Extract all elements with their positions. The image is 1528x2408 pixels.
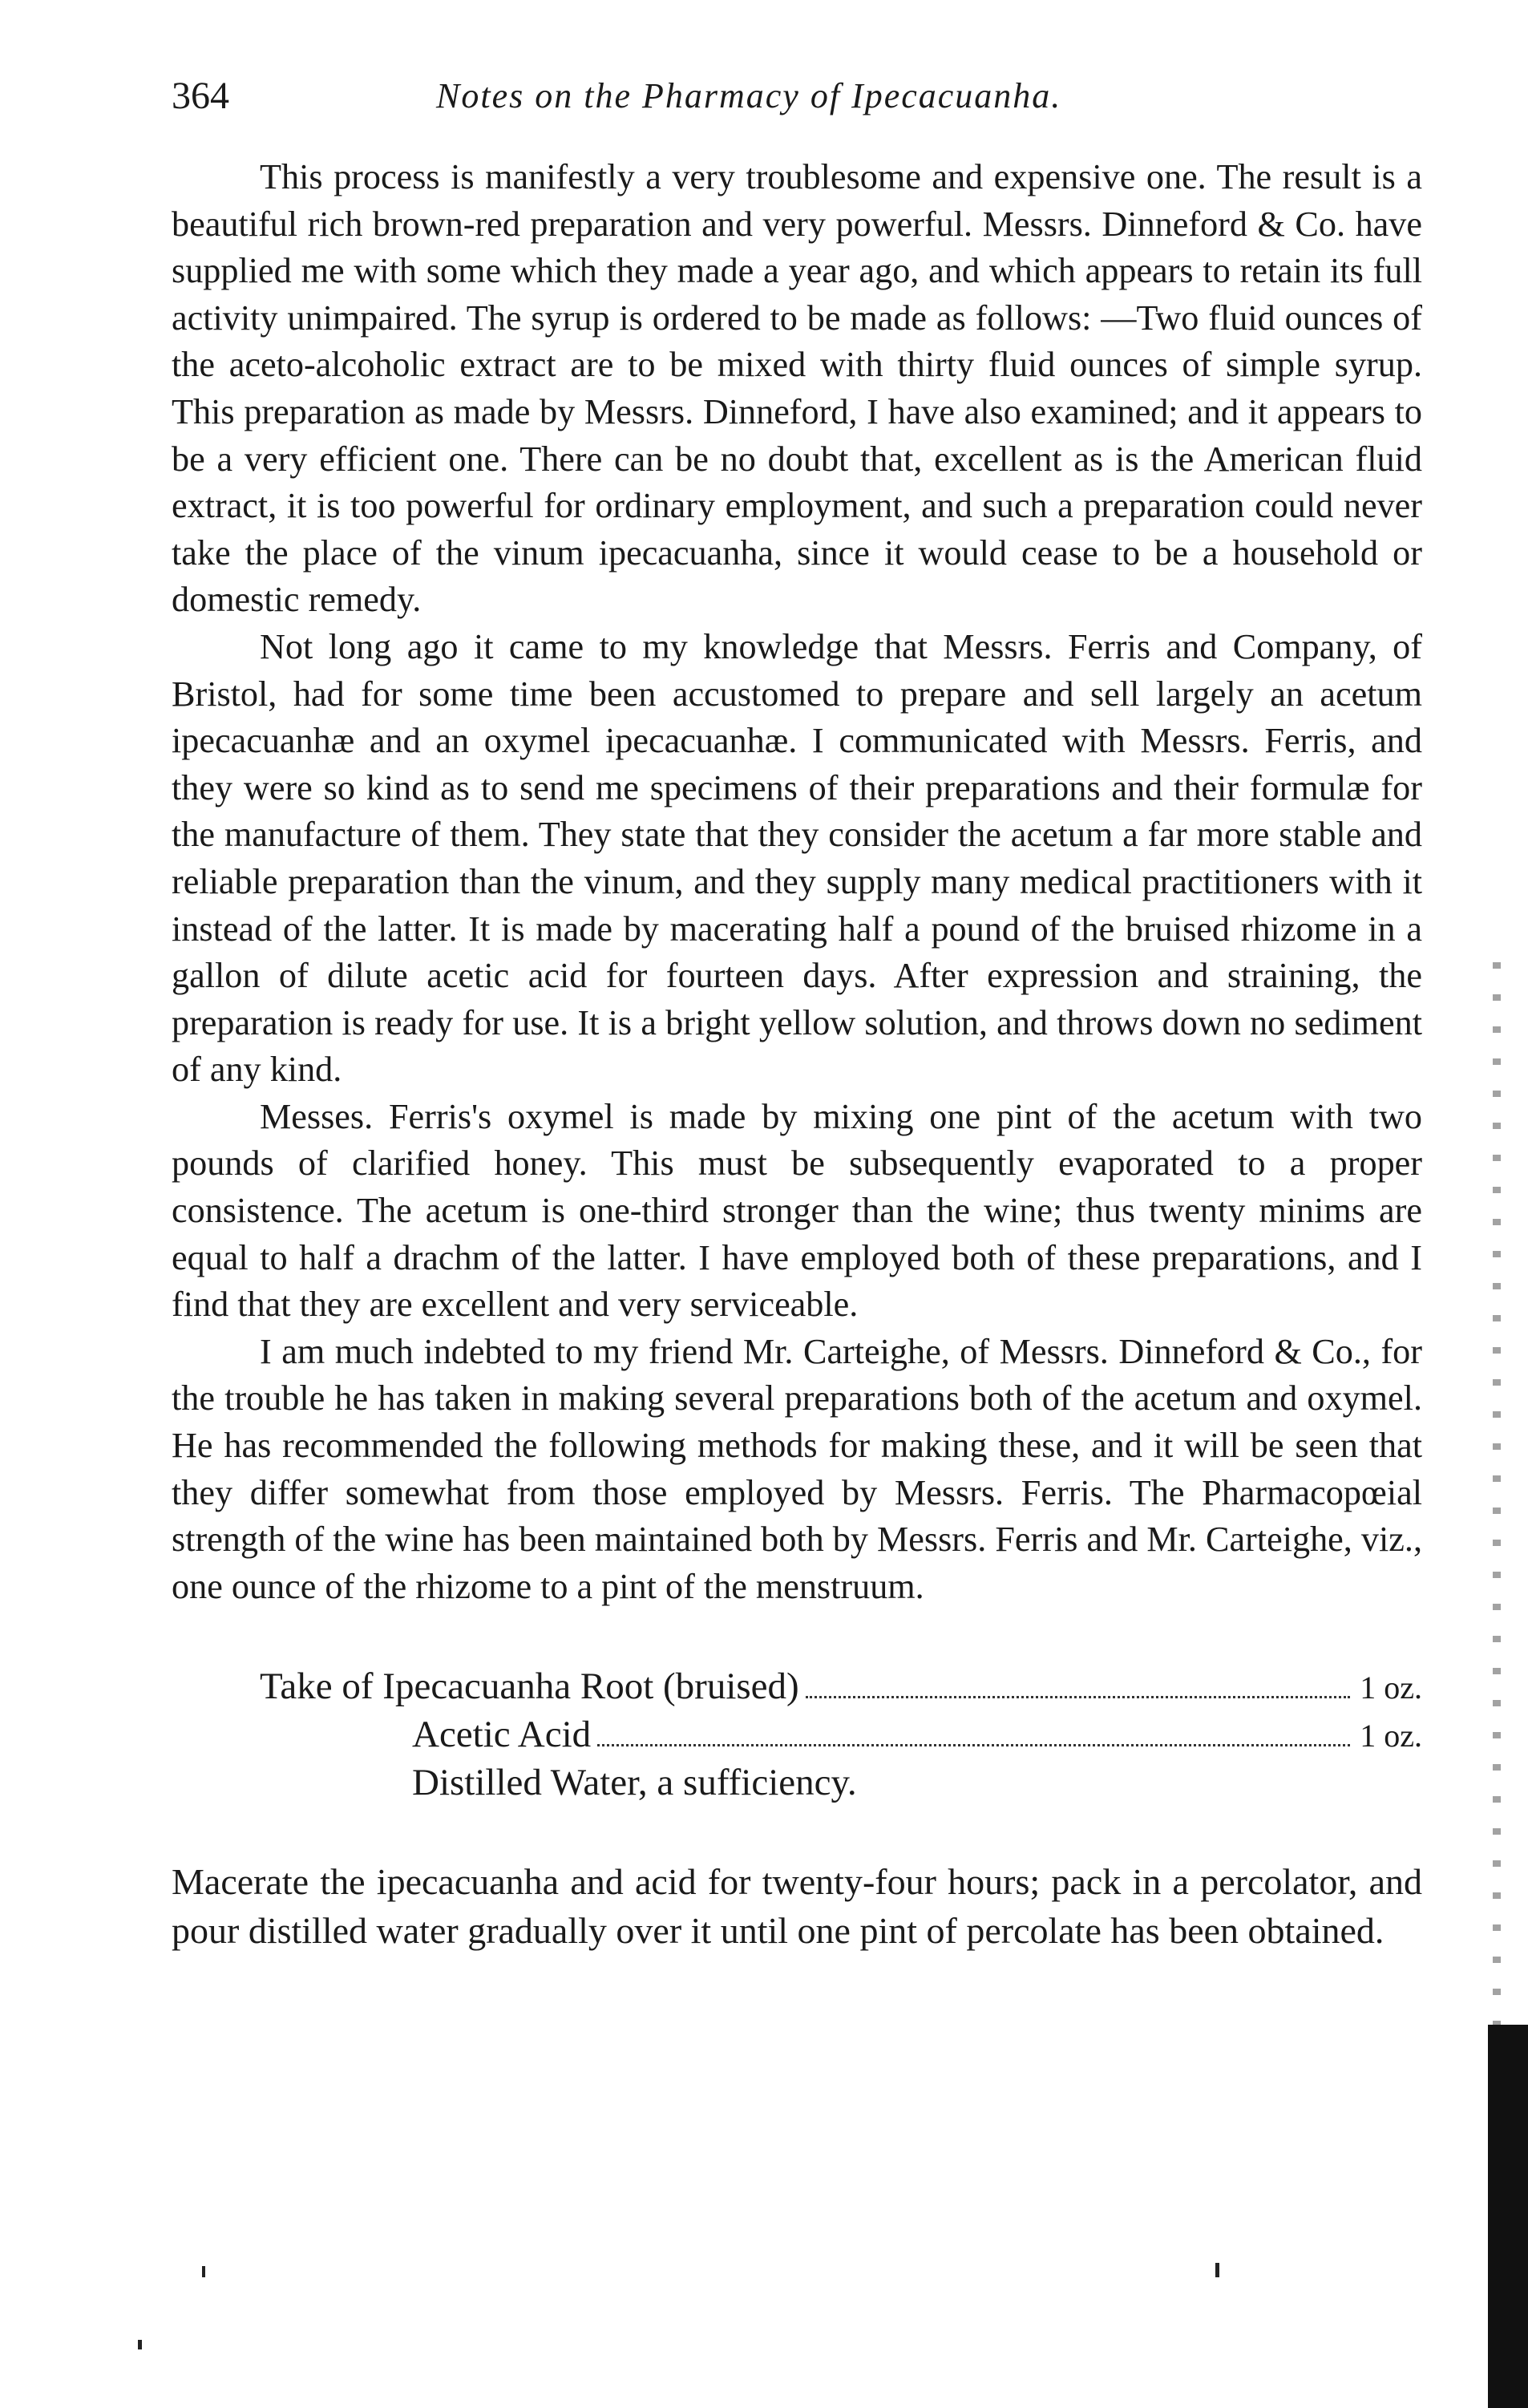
recipe-quantity: 1 oz. [1360, 1718, 1422, 1754]
page-number: 364 [172, 75, 229, 117]
dot-leader [806, 1696, 1351, 1698]
paragraph-3: Messes. Ferris's oxymel is made by mixing one pint of the acetum with two pounds of clarified honey. This must be subsequently evaporated to a proper consistence. The acetum is one-third stronger than the wine; thus twenty minims are equal to half a drachm of the latter. I have employed both of these preparations, and I find that they are excellent and very serviceable. [172, 1096, 1422, 1325]
paragraph-1: This process is manifestly a very troublesome and expensive one. The result is a beautiful rich brown-red preparation and very powerful. Messrs. Dinneford & Co. have supplied me with some which they made a year ago, and which appears to retain its full activity unimpaired. The syrup is ordered to be made as follows: —Two fluid ounces of the aceto-alcoholic extract are to be mixed with thirty fluid ounces of simple syrup. This preparation as made by Messrs. Dinneford, I have also examined; and it appears to be a very efficient one. There can be no doubt that, excellent as is the American fluid extract, it is too powerful for ordinary employment, and such a preparation could never take the place of the vinum ipecacuanha, since it would cease to be a household or domestic remedy. [172, 157, 1422, 620]
page-header [172, 74, 1422, 130]
scan-edge-shadow [1488, 2025, 1528, 2408]
scan-edge-shadow [1493, 962, 1501, 2025]
paragraph-2: Not long ago it came to my knowledge that Messrs. Ferris and Company, of Bristol, had for some time been accustomed to prepare and sell largely an acetum ipecacuanhæ and an oxymel ipecacuanhæ. I communicated with Messrs. Ferris, and they were so kind as to send me specimens of their preparations and their formulæ for the manufacture of them. They state that they consider the acetum a far more stable and reliable preparation than the vinum, and they supply many medical practitioners with it instead of the latter. It is made by macerating half a pound of the bruised rhizome in a gallon of dilute acetic acid for fourteen days. After expression and straining, the preparation is ready for use. It is a bright yellow solution, and throws down no sediment of any kind. [172, 626, 1422, 1090]
final-paragraph: Macerate the ipecacuanha and acid for twenty-four hours; pack in a percolator, and pour distilled water gradually over it until one pint of percolate has been obtained. [172, 1861, 1422, 1952]
recipe-line-acetic-acid [412, 1711, 1422, 1759]
scan-speck [1215, 2263, 1219, 2277]
scan-speck [138, 2340, 142, 2349]
recipe-block [172, 1663, 1422, 1806]
page-body [172, 154, 1422, 1955]
dot-leader [597, 1744, 1350, 1746]
scan-speck [202, 2266, 205, 2277]
running-title: Notes on the Pharmacy of Ipecacuanha. [436, 76, 1062, 115]
recipe-ingredient: Acetic Acid [412, 1714, 592, 1756]
recipe-quantity: 1 oz. [1360, 1669, 1422, 1706]
recipe-line-ipecacuanha [260, 1663, 1422, 1711]
paragraph-4: I am much indebted to my friend Mr. Carteighe, of Messrs. Dinneford & Co., for the trouble he has taken in making several preparations both of the acetum and oxymel. He has recommended the following methods for making these, and it will be seen that they differ somewhat from those employed by Messrs. Ferris. The Pharmacopœial strength of the wine has been maintained both by Messrs. Ferris and Mr. Carteighe, viz., one ounce of the rhizome to a pint of the menstruum. [172, 1331, 1422, 1606]
recipe-ingredient: Distilled Water, a sufficiency. [412, 1762, 857, 1804]
recipe-ingredient: Take of Ipecacuanha Root (bruised) [260, 1665, 799, 1708]
recipe-line-water [412, 1759, 1422, 1806]
